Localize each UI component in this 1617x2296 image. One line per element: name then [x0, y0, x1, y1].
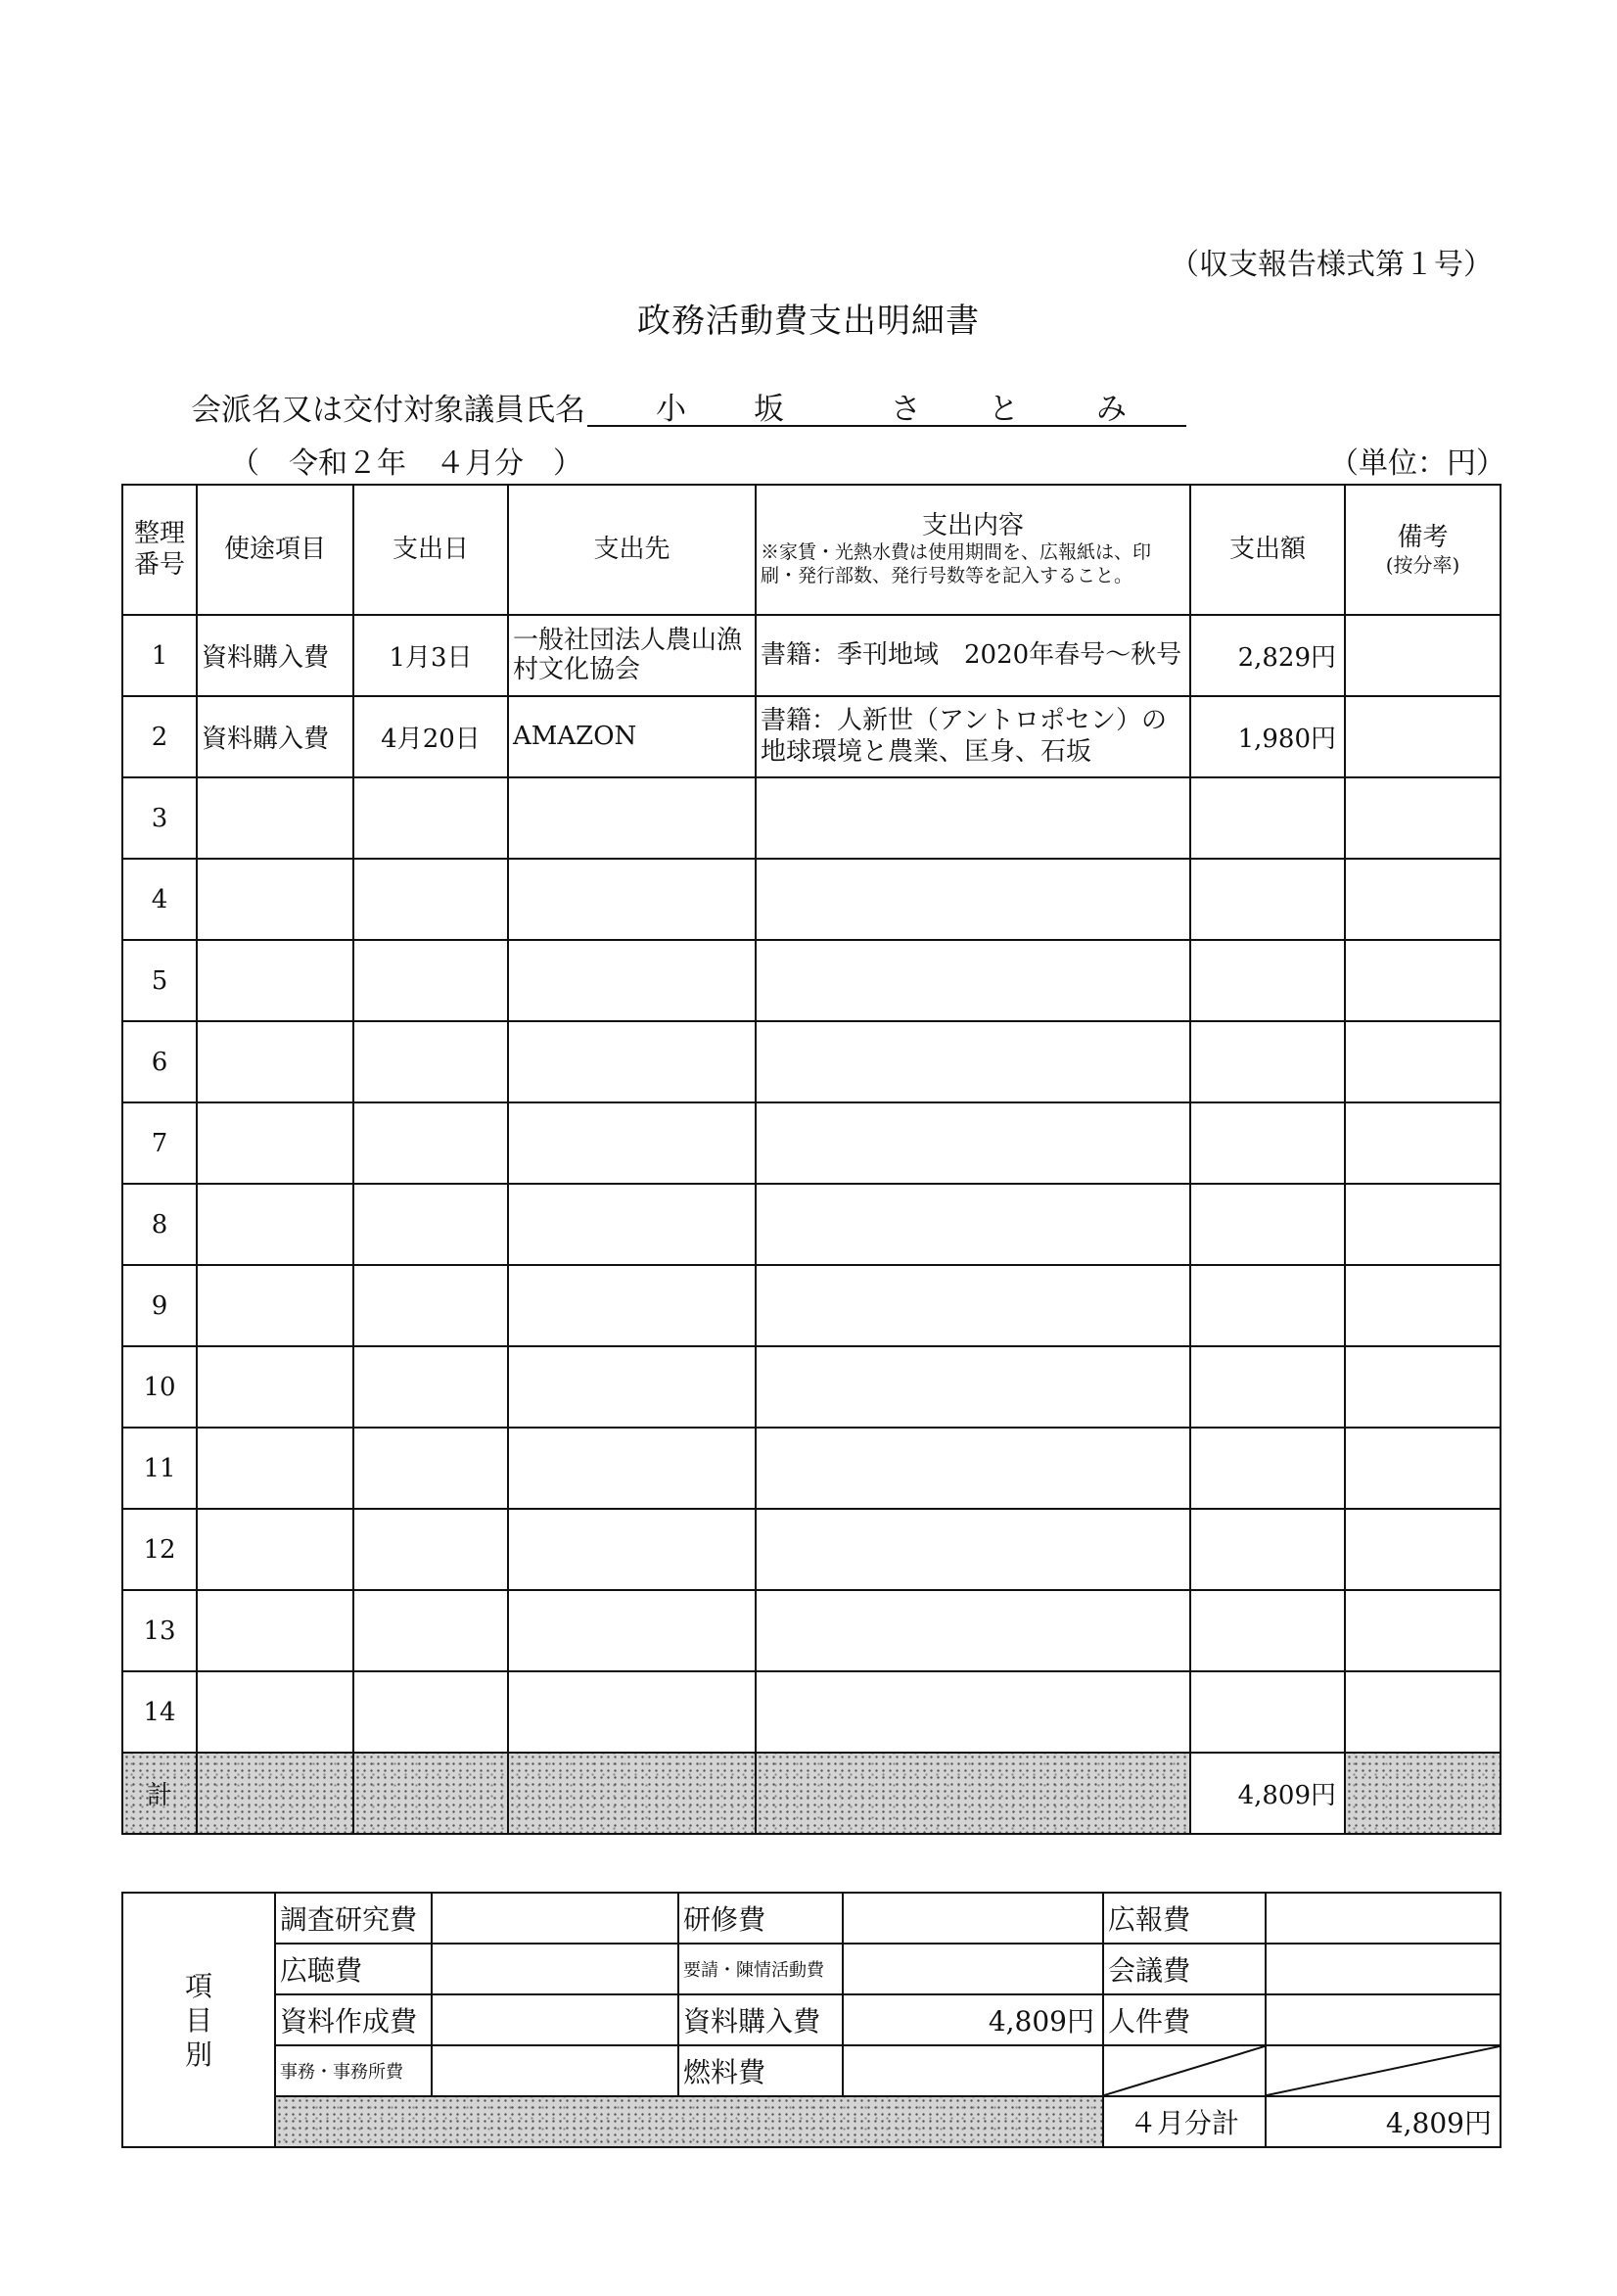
- cell-payee: [508, 1509, 756, 1590]
- cell-remarks: [1345, 1428, 1501, 1509]
- cell-amount: 1,980円: [1190, 696, 1345, 777]
- header-payee: 支出先: [508, 485, 756, 615]
- member-name-char: 坂: [754, 392, 784, 427]
- cell-remarks: [1345, 1346, 1501, 1428]
- cell-num: 2: [122, 696, 197, 777]
- cell-payee: [508, 1184, 756, 1265]
- cell-date: [353, 940, 508, 1021]
- cell-remarks: [1345, 615, 1501, 696]
- summary-item-label: 燃料費: [678, 2045, 843, 2096]
- cell-num: 1: [122, 615, 197, 696]
- diagonal-blank-cell: [1266, 2045, 1501, 2096]
- cell-payee: AMAZON: [508, 696, 756, 777]
- cell-payee: [508, 1671, 756, 1753]
- cell-num: 11: [122, 1428, 197, 1509]
- cell-date: [353, 1671, 508, 1753]
- cell-amount: [1190, 1021, 1345, 1102]
- table-row: [122, 1590, 1501, 1671]
- cell-content: [756, 1184, 1190, 1265]
- cell-category: 資料購入費: [197, 696, 353, 777]
- cell-num: 8: [122, 1184, 197, 1265]
- cell-remarks: [1345, 1590, 1501, 1671]
- summary-section-text: 項目別: [184, 1969, 212, 2071]
- cell-remarks: [1345, 1671, 1501, 1753]
- summary-item-label: 資料購入費: [678, 1994, 843, 2045]
- cell-date: 4月20日: [353, 696, 508, 777]
- cell-remarks: [1345, 1184, 1501, 1265]
- cell-remarks: [1345, 1102, 1501, 1184]
- summary-item-label: 資料作成費: [275, 1994, 432, 2045]
- table-row: [122, 696, 1501, 777]
- cell-category: [197, 1265, 353, 1346]
- cell-remarks: [1345, 1021, 1501, 1102]
- cell-amount: [1190, 1509, 1345, 1590]
- cell-category: [197, 859, 353, 940]
- cell-payee: [508, 859, 756, 940]
- header-remarks: [1345, 485, 1501, 615]
- header-content: [756, 485, 1190, 615]
- cell-content: [756, 940, 1190, 1021]
- header-num: 整理番号: [122, 485, 197, 615]
- cell-date: [353, 1021, 508, 1102]
- cell-category: [197, 777, 353, 859]
- cell-num: 3: [122, 777, 197, 859]
- summary-item-label: 事務・事務所費: [275, 2045, 432, 2096]
- cell-num: 7: [122, 1102, 197, 1184]
- cell-content: [756, 1509, 1190, 1590]
- diagonal-blank-cell: [1103, 2045, 1266, 2096]
- summary-row: [122, 1944, 1501, 1994]
- table-row: [122, 1509, 1501, 1590]
- cell-payee: [508, 1428, 756, 1509]
- cell-amount: [1190, 940, 1345, 1021]
- cell-payee: [508, 1021, 756, 1102]
- summary-item-label: 要請・陳情活動費: [678, 1944, 843, 1994]
- table-row: [122, 1671, 1501, 1753]
- cell-date: [353, 1265, 508, 1346]
- total-blank: [508, 1753, 756, 1834]
- cell-num: 14: [122, 1671, 197, 1753]
- cell-amount: [1190, 859, 1345, 940]
- header-content-title: 支出内容: [921, 511, 1024, 541]
- member-name-char: さ: [891, 392, 921, 427]
- cell-content: [756, 1346, 1190, 1428]
- summary-row: [122, 1994, 1501, 2045]
- cell-amount: [1190, 1265, 1345, 1346]
- cell-num: 4: [122, 859, 197, 940]
- total-label: 計: [122, 1753, 197, 1834]
- cell-remarks: [1345, 1509, 1501, 1590]
- cell-category: [197, 1102, 353, 1184]
- total-amount: 4,809円: [1190, 1753, 1345, 1834]
- cell-date: [353, 1590, 508, 1671]
- cell-content: [756, 1021, 1190, 1102]
- cell-date: [353, 1102, 508, 1184]
- report-period: （ 令和２年 ４月分 ）: [230, 446, 582, 481]
- cell-remarks: [1345, 777, 1501, 859]
- cell-category: [197, 1184, 353, 1265]
- cell-date: [353, 1428, 508, 1509]
- total-blank: [197, 1753, 353, 1834]
- cell-payee: [508, 1590, 756, 1671]
- member-label: 会派名又は交付対象議員氏名: [191, 393, 585, 428]
- table-header-row: [122, 485, 1501, 615]
- cell-category: [197, 1428, 353, 1509]
- table-row: [122, 1021, 1501, 1102]
- total-blank: [756, 1753, 1190, 1834]
- table-row: [122, 940, 1501, 1021]
- cell-amount: [1190, 1428, 1345, 1509]
- cell-category: 資料購入費: [197, 615, 353, 696]
- cell-category: [197, 1590, 353, 1671]
- member-name: [587, 380, 1186, 427]
- cell-date: [353, 1184, 508, 1265]
- summary-item-value: [1266, 1944, 1501, 1994]
- month-total-label: ４月分計: [1103, 2096, 1266, 2147]
- cell-num: 12: [122, 1509, 197, 1590]
- cell-content: [756, 1102, 1190, 1184]
- cell-content: [756, 1265, 1190, 1346]
- summary-total-row: [122, 2096, 1501, 2147]
- cell-payee: [508, 777, 756, 859]
- header-remarks-title: 備考: [1397, 522, 1449, 552]
- member-name-char: と: [989, 392, 1019, 427]
- document-title: 政務活動費支出明細書: [637, 302, 980, 341]
- summary-item-label: 調査研究費: [275, 1893, 432, 1944]
- header-content-note: ※家賃・光熱水費は使用期間を、広報紙は、印刷・発行部数、発行号数等を記入すること。: [761, 541, 1152, 587]
- cell-date: [353, 859, 508, 940]
- member-name-char: 小: [656, 392, 686, 427]
- summary-item-label: 研修費: [678, 1893, 843, 1944]
- cell-amount: [1190, 1346, 1345, 1428]
- table-row: [122, 777, 1501, 859]
- category-summary-table: [121, 1892, 1502, 2148]
- summary-item-value: [843, 2045, 1103, 2096]
- summary-item-label: 広報費: [1103, 1893, 1266, 1944]
- summary-item-value: [1266, 1994, 1501, 2045]
- table-row: [122, 1184, 1501, 1265]
- cell-payee: [508, 1265, 756, 1346]
- cell-num: 13: [122, 1590, 197, 1671]
- cell-date: [353, 1509, 508, 1590]
- summary-item-value: [432, 1893, 678, 1944]
- table-row: [122, 1428, 1501, 1509]
- summary-shaded-blank: [275, 2096, 1103, 2147]
- cell-category: [197, 1346, 353, 1428]
- summary-item-value: [432, 2045, 678, 2096]
- cell-category: [197, 1021, 353, 1102]
- cell-content: 書籍：人新世（アントロポセン）の地球環境と農業、匡身、石坂: [756, 696, 1190, 777]
- cell-payee: 一般社団法人農山漁村文化協会: [508, 615, 756, 696]
- table-row: [122, 615, 1501, 696]
- member-name-char: み: [1096, 392, 1127, 427]
- summary-item-label: 会議費: [1103, 1944, 1266, 1994]
- table-row: [122, 1102, 1501, 1184]
- cell-date: [353, 1346, 508, 1428]
- cell-content: [756, 777, 1190, 859]
- summary-item-value: [432, 1994, 678, 2045]
- cell-remarks: [1345, 940, 1501, 1021]
- cell-content: [756, 1671, 1190, 1753]
- cell-payee: [508, 1346, 756, 1428]
- cell-num: 6: [122, 1021, 197, 1102]
- header-remarks-sub: (按分率): [1385, 553, 1460, 578]
- table-row: [122, 859, 1501, 940]
- summary-section-label: [122, 1893, 275, 2147]
- summary-item-label: 人件費: [1103, 1994, 1266, 2045]
- cell-amount: [1190, 1590, 1345, 1671]
- cell-category: [197, 940, 353, 1021]
- cell-remarks: [1345, 859, 1501, 940]
- cell-date: [353, 777, 508, 859]
- cell-payee: [508, 940, 756, 1021]
- unit-label: （単位：円）: [1329, 446, 1505, 481]
- header-amount: 支出額: [1190, 485, 1345, 615]
- cell-remarks: [1345, 1265, 1501, 1346]
- summary-item-value: [843, 1944, 1103, 1994]
- cell-num: 10: [122, 1346, 197, 1428]
- cell-remarks: [1345, 696, 1501, 777]
- cell-date: 1月3日: [353, 615, 508, 696]
- summary-row: [122, 2045, 1501, 2096]
- header-category: 使途項目: [197, 485, 353, 615]
- summary-row: [122, 1893, 1501, 1944]
- total-blank: [1345, 1753, 1501, 1834]
- cell-content: [756, 859, 1190, 940]
- summary-item-value: [432, 1944, 678, 1994]
- cell-num: 9: [122, 1265, 197, 1346]
- table-row: [122, 1265, 1501, 1346]
- summary-item-value: 4,809円: [843, 1994, 1103, 2045]
- cell-amount: [1190, 1671, 1345, 1753]
- cell-amount: [1190, 1102, 1345, 1184]
- header-date: 支出日: [353, 485, 508, 615]
- summary-item-value: [1266, 1893, 1501, 1944]
- cell-amount: [1190, 777, 1345, 859]
- summary-item-value: [843, 1893, 1103, 1944]
- cell-amount: 2,829円: [1190, 615, 1345, 696]
- form-number: （収支報告様式第１号）: [1170, 248, 1493, 282]
- cell-amount: [1190, 1184, 1345, 1265]
- total-blank: [353, 1753, 508, 1834]
- month-total-value: 4,809円: [1266, 2096, 1501, 2147]
- diagonal-line: [1104, 2046, 1265, 2095]
- cell-content: [756, 1590, 1190, 1671]
- cell-payee: [508, 1102, 756, 1184]
- diagonal-line: [1267, 2046, 1500, 2095]
- cell-num: 5: [122, 940, 197, 1021]
- expense-table: [121, 484, 1502, 1835]
- total-row: [122, 1753, 1501, 1834]
- cell-category: [197, 1509, 353, 1590]
- table-row: [122, 1346, 1501, 1428]
- summary-item-label: 広聴費: [275, 1944, 432, 1994]
- cell-category: [197, 1671, 353, 1753]
- cell-content: [756, 1428, 1190, 1509]
- cell-content: 書籍：季刊地域 2020年春号～秋号: [756, 615, 1190, 696]
